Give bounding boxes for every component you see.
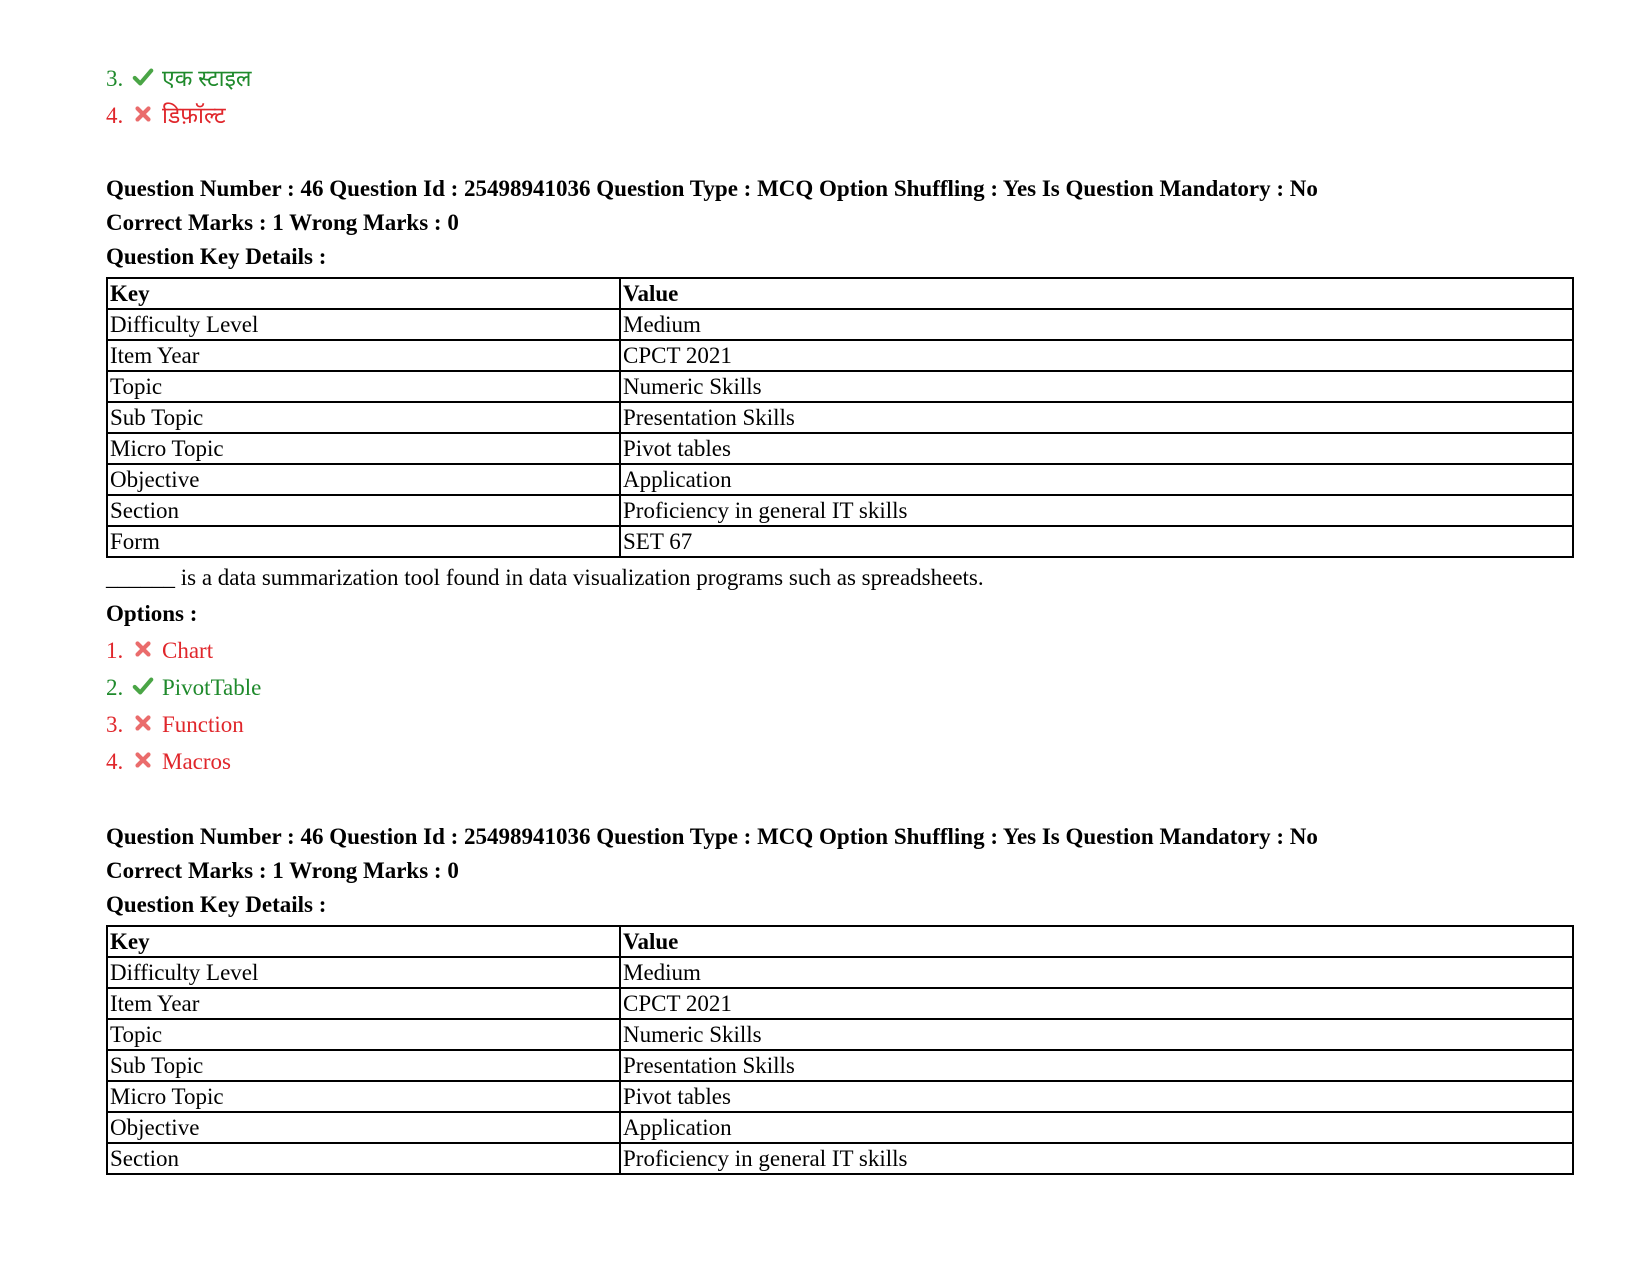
options-label: Options : bbox=[106, 601, 198, 626]
value-cell: Application bbox=[620, 1112, 1573, 1143]
option-text: PivotTable bbox=[162, 675, 262, 700]
value-cell: Pivot tables bbox=[620, 1081, 1573, 1112]
column-header-key: Key bbox=[107, 278, 620, 309]
value-cell: Application bbox=[620, 464, 1573, 495]
key-details-table bbox=[106, 277, 1574, 558]
option-number: 3. bbox=[106, 712, 124, 737]
question-header: Question Number : 46 Question Id : 25498941036 Question Type : MCQ Option Shuffling : Yes Is Question Mandatory : No bbox=[106, 176, 1318, 201]
value-cell: Proficiency in general IT skills bbox=[620, 495, 1573, 526]
table-row bbox=[107, 1143, 1573, 1174]
option-item bbox=[106, 669, 1576, 706]
key-details-label: Question Key Details : bbox=[106, 892, 327, 917]
key-cell: Topic bbox=[107, 1019, 620, 1050]
value-cell: Proficiency in general IT skills bbox=[620, 1143, 1573, 1174]
option-text: Macros bbox=[162, 749, 231, 774]
question-header: Question Number : 46 Question Id : 25498941036 Question Type : MCQ Option Shuffling : Yes Is Question Mandatory : No bbox=[106, 824, 1318, 849]
option-number: 1. bbox=[106, 638, 124, 663]
key-cell: Objective bbox=[107, 464, 620, 495]
value-cell: SET 67 bbox=[620, 526, 1573, 557]
value-cell: CPCT 2021 bbox=[620, 340, 1573, 371]
option-text: एक स्टाइल bbox=[162, 66, 252, 91]
column-header-value: Value bbox=[620, 926, 1573, 957]
table-row bbox=[107, 1081, 1573, 1112]
marks-line: Correct Marks : 1 Wrong Marks : 0 bbox=[106, 210, 459, 235]
column-header-key: Key bbox=[107, 926, 620, 957]
option-number: 2. bbox=[106, 675, 124, 700]
table-header-row bbox=[107, 278, 1573, 309]
table-row bbox=[107, 1019, 1573, 1050]
key-cell: Topic bbox=[107, 371, 620, 402]
value-cell: Presentation Skills bbox=[620, 402, 1573, 433]
key-cell: Micro Topic bbox=[107, 1081, 620, 1112]
option-item bbox=[106, 60, 1576, 97]
option-item bbox=[106, 706, 1576, 743]
value-cell: Medium bbox=[620, 309, 1573, 340]
value-cell: CPCT 2021 bbox=[620, 988, 1573, 1019]
key-cell: Micro Topic bbox=[107, 433, 620, 464]
table-row bbox=[107, 495, 1573, 526]
value-cell: Numeric Skills bbox=[620, 371, 1573, 402]
option-number: 3. bbox=[106, 66, 124, 91]
options-list bbox=[106, 632, 1576, 780]
value-cell: Pivot tables bbox=[620, 433, 1573, 464]
key-cell: Difficulty Level bbox=[107, 957, 620, 988]
key-cell: Sub Topic bbox=[107, 402, 620, 433]
option-text: Chart bbox=[162, 638, 214, 663]
key-cell: Section bbox=[107, 1143, 620, 1174]
option-text: Function bbox=[162, 712, 244, 737]
value-cell: Medium bbox=[620, 957, 1573, 988]
value-cell: Presentation Skills bbox=[620, 1050, 1573, 1081]
option-number: 4. bbox=[106, 103, 124, 128]
key-cell: Difficulty Level bbox=[107, 309, 620, 340]
table-row bbox=[107, 402, 1573, 433]
table-row bbox=[107, 309, 1573, 340]
key-cell: Item Year bbox=[107, 340, 620, 371]
check-icon bbox=[132, 62, 162, 86]
key-details-table bbox=[106, 925, 1574, 1175]
table-row bbox=[107, 340, 1573, 371]
table-row bbox=[107, 371, 1573, 402]
table-row bbox=[107, 526, 1573, 557]
option-item bbox=[106, 97, 1576, 134]
cross-icon bbox=[132, 634, 162, 658]
question-block bbox=[106, 820, 1576, 1185]
check-icon bbox=[132, 671, 162, 695]
marks-line: Correct Marks : 1 Wrong Marks : 0 bbox=[106, 858, 459, 883]
table-row bbox=[107, 433, 1573, 464]
table-row bbox=[107, 1050, 1573, 1081]
table-row bbox=[107, 988, 1573, 1019]
key-cell: Form bbox=[107, 526, 620, 557]
table-row bbox=[107, 1112, 1573, 1143]
column-header-value: Value bbox=[620, 278, 1573, 309]
key-cell: Objective bbox=[107, 1112, 620, 1143]
table-row bbox=[107, 464, 1573, 495]
table-row bbox=[107, 957, 1573, 988]
cross-icon bbox=[132, 708, 162, 732]
page bbox=[106, 60, 1576, 1185]
option-item bbox=[106, 632, 1576, 669]
cross-icon bbox=[132, 745, 162, 769]
option-number: 4. bbox=[106, 749, 124, 774]
option-item bbox=[106, 743, 1576, 780]
question-text: ______ is a data summarization tool found in data visualization programs such as spreadsheets. bbox=[106, 565, 984, 590]
previous-options bbox=[106, 60, 1576, 134]
table-header-row bbox=[107, 926, 1573, 957]
key-cell: Section bbox=[107, 495, 620, 526]
cross-icon bbox=[132, 99, 162, 123]
question-block bbox=[106, 172, 1576, 780]
key-cell: Sub Topic bbox=[107, 1050, 620, 1081]
key-cell: Item Year bbox=[107, 988, 620, 1019]
option-text: डिफ़ॉल्ट bbox=[162, 103, 226, 128]
value-cell: Numeric Skills bbox=[620, 1019, 1573, 1050]
key-details-label: Question Key Details : bbox=[106, 244, 327, 269]
